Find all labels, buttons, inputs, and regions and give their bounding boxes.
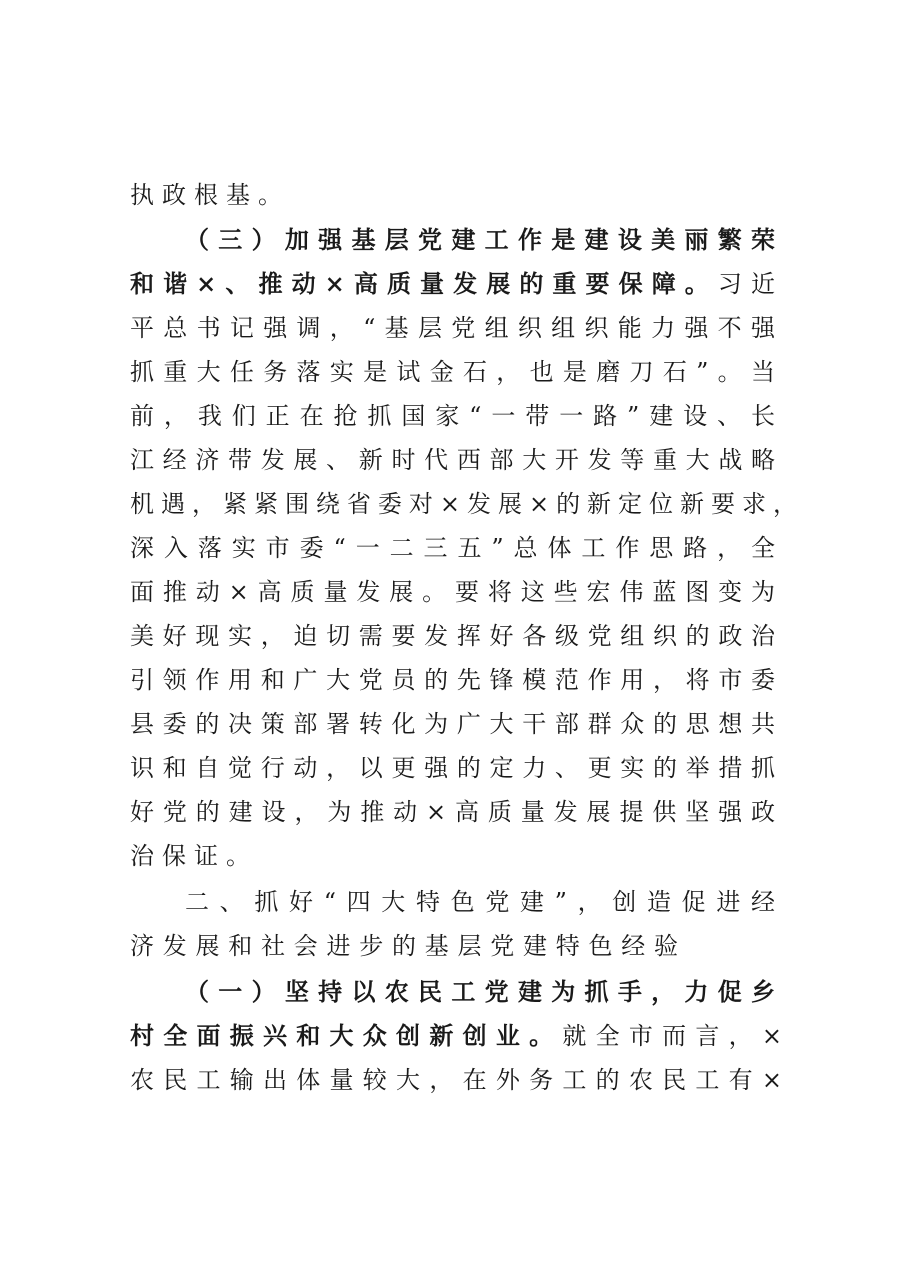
text-line — [130, 750, 775, 786]
text-segment: 习近 — [717, 270, 775, 298]
section-heading-line — [130, 1018, 782, 1054]
text-segment: 好党的建设，为推动×高质量发展提供坚强政 — [130, 798, 775, 826]
text-segment: 农民工输出体量较大，在外务工的农民工有× — [130, 1066, 782, 1094]
text-line — [130, 1062, 782, 1098]
text-segment: 深入落实市委“一二三五”总体工作思路，全 — [130, 534, 775, 562]
text-line — [130, 794, 775, 830]
text-segment: 识和自觉行动，以更强的定力、更实的举措抓 — [130, 754, 775, 782]
bold-text-segment: 和谐×、推动×高质量发展的重要保障。 — [130, 269, 718, 298]
text-line — [130, 574, 775, 610]
text-segment: 机遇，紧紧围绕省委对×发展×的新定位新要求， — [130, 490, 797, 518]
text-segment: 治保证。 — [130, 842, 258, 870]
chapter-heading-line — [185, 884, 775, 920]
text-segment: 县委的决策部署转化为广大干部群众的思想共 — [130, 710, 775, 738]
text-line — [130, 706, 775, 742]
text-line — [130, 486, 797, 522]
text-segment: 平总书记强调，“基层党组织组织能力强不强 — [130, 314, 775, 342]
text-segment: 就全市而言，× — [562, 1022, 783, 1050]
text-segment: 引领作用和广大党员的先锋模范作用，将市委 — [130, 666, 775, 694]
text-line — [130, 398, 775, 434]
text-segment: 前，我们正在抢抓国家“一带一路”建设、长 — [130, 402, 775, 430]
bold-text-segment: （一）坚持以农民工党建为抓手，力促乡 — [185, 977, 775, 1006]
section-heading-line — [185, 222, 775, 258]
text-segment: 面推动×高质量发展。要将这些宏伟蓝图变为 — [130, 578, 775, 606]
text-segment: 执政根基。 — [130, 181, 290, 209]
text-segment: 济发展和社会进步的基层党建特色经验 — [130, 932, 678, 960]
text-line — [130, 662, 775, 698]
text-line — [130, 838, 258, 874]
text-line — [130, 530, 775, 566]
text-line — [130, 310, 775, 346]
text-segment: 二、抓好“四大特色党建”，创造促进经 — [185, 888, 775, 916]
bold-text-segment: （三）加强基层党建工作是建设美丽繁荣 — [185, 225, 775, 254]
text-line — [130, 618, 775, 654]
text-segment: 美好现实，迫切需要发挥好各级党组织的政治 — [130, 622, 775, 650]
text-segment: 抓重大任务落实是试金石，也是磨刀石”。当 — [130, 358, 775, 386]
text-line — [130, 177, 290, 213]
section-heading-line — [130, 266, 775, 302]
bold-text-segment: 村全面振兴和大众创新创业。 — [130, 1021, 563, 1050]
chapter-heading-line — [130, 928, 678, 964]
section-heading-line — [185, 974, 775, 1010]
text-line — [130, 442, 775, 478]
text-line — [130, 354, 775, 390]
text-segment: 江经济带发展、新时代西部大开发等重大战略 — [130, 446, 775, 474]
